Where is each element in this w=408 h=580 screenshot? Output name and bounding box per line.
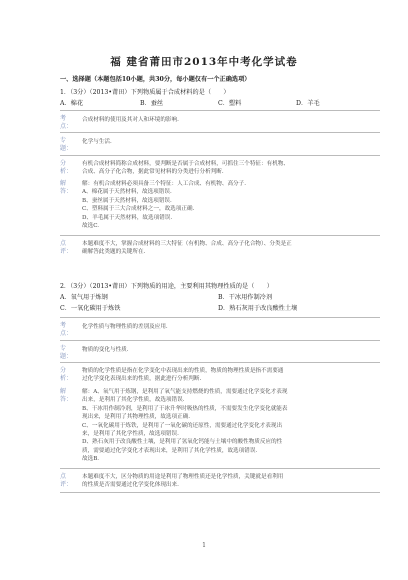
q2-fenxi-label: 分析：: [60, 367, 73, 382]
divider: [60, 155, 380, 156]
divider: [60, 492, 380, 493]
page-number: 1: [202, 542, 206, 549]
q1-fenxi-label: 分析：: [60, 160, 73, 175]
q1-jieda-label: 解答：: [60, 180, 73, 195]
divider: [60, 132, 380, 133]
q1-jieda-text: 解：有机合成材料必须具备三个特征：人工合成、有机物、高分子. A、棉花属于天然材料，故选项错误. B、蚕丝属于天然材料，故选项错误. C、塑料属于三大合成材料之一，故选项正确. D、羊毛属于天然材料，故选项错误. 故选C.: [82, 181, 246, 230]
q2-zhuanti-label: 专题：: [60, 345, 73, 360]
q1-option-b: B．蚕丝: [140, 100, 164, 107]
q1-option-c: C．塑料: [218, 100, 242, 107]
q1-option-d: D．羊毛: [296, 100, 320, 107]
q1-zhuanti-text: 化学与生活.: [82, 139, 112, 145]
q1-dianping-label: 点评：: [60, 240, 73, 255]
q1-dianping-text: 本题难度不大，掌握合成材料的三大特征（有机物、合成、高分子化合物）、分类是正 确解答此类题的关键所在.: [82, 241, 292, 256]
q1-option-a: A．棉花: [60, 100, 84, 107]
section-heading: 一、选择题（本题包括10小题，共30分，每小题仅有一个正确选项）: [60, 76, 251, 83]
divider: [60, 317, 380, 318]
exam-title: 福 建省莆田市2013年中考化学试卷: [110, 56, 298, 68]
q2-fenxi-text: 物质的化学性质是指在化学变化中表现出来的性质，物质的物理性质是指不需要通 过化学变化表现出来的性质，据此进行分析判断.: [82, 368, 284, 383]
q2-zhuanti-text: 物质的变化与性质.: [82, 347, 129, 353]
divider: [60, 362, 380, 363]
q2-dianping-text: 本题难度不大，区分物质的用途是利用了物理性质还是化学性质，关键就是看利用 的性质是否需要通过化学变化体现出来.: [82, 474, 284, 489]
q1-zhuanti-label: 专题：: [60, 137, 73, 152]
q2-jieda-label: 解答：: [60, 388, 73, 403]
question-2-stem: 2．（3分）（2013•莆田）下列物质的用途，主要利用其物理性质的是（ ）: [60, 283, 273, 290]
q2-dianping-label: 点评：: [60, 473, 73, 488]
question-1-stem: 1．（3分）（2013•莆田）下列物质属于合成材料的是（ ）: [60, 89, 230, 96]
q2-kaodian-text: 化学性质与物理性质的差别及应用.: [82, 324, 168, 330]
q1-fenxi-text: 有机合成材料简称合成材料，要判断是否属于合成材料，可抓住三个特征：有机物、 合成、高分子化合物，据此常见材料的分类进行分析判断.: [82, 161, 289, 176]
divider: [60, 110, 380, 111]
divider: [60, 468, 380, 469]
q2-option-b: B．干冰用作制冷剂: [218, 294, 273, 301]
q2-option-d: D．熟石灰用于改良酸性土壤: [218, 305, 298, 312]
q1-kaodian-label: 考点：: [60, 115, 73, 130]
divider: [60, 340, 380, 341]
q2-jieda-text: 解：A、氧气用于炼钢，是利用了氧气能支持燃烧的性质，需要通过化学变化才表现 出来，是利用了其化学性质，故选项错误. B、干冰用作制冷剂，是利用了干冰升华时吸热的性质，不需要发生化学变化就能表 现出来，是利用了其物理性质，故选项正确. C、一氧化碳用于炼铁，是利用了一氧化碳的还原性，需要通过化学变化才表现出 来，是利用了其化学性质，故选项错误. D、熟石灰用于改良酸性土壤，是利用了氢氧化钙能与土壤中的酸性物质反应的性 质，需要通过化学变化才表现出来，是利用了其化学性质，故选项错误. 故选B.: [82, 389, 288, 463]
q2-option-a: A．氧气用于炼钢: [60, 294, 108, 301]
divider: [60, 235, 380, 236]
q2-kaodian-label: 考点：: [60, 322, 73, 337]
q2-option-c: C．一氧化碳用于炼铁: [60, 305, 121, 312]
q1-kaodian-text: 合成材料的使用及其对人和环境的影响.: [82, 117, 179, 123]
